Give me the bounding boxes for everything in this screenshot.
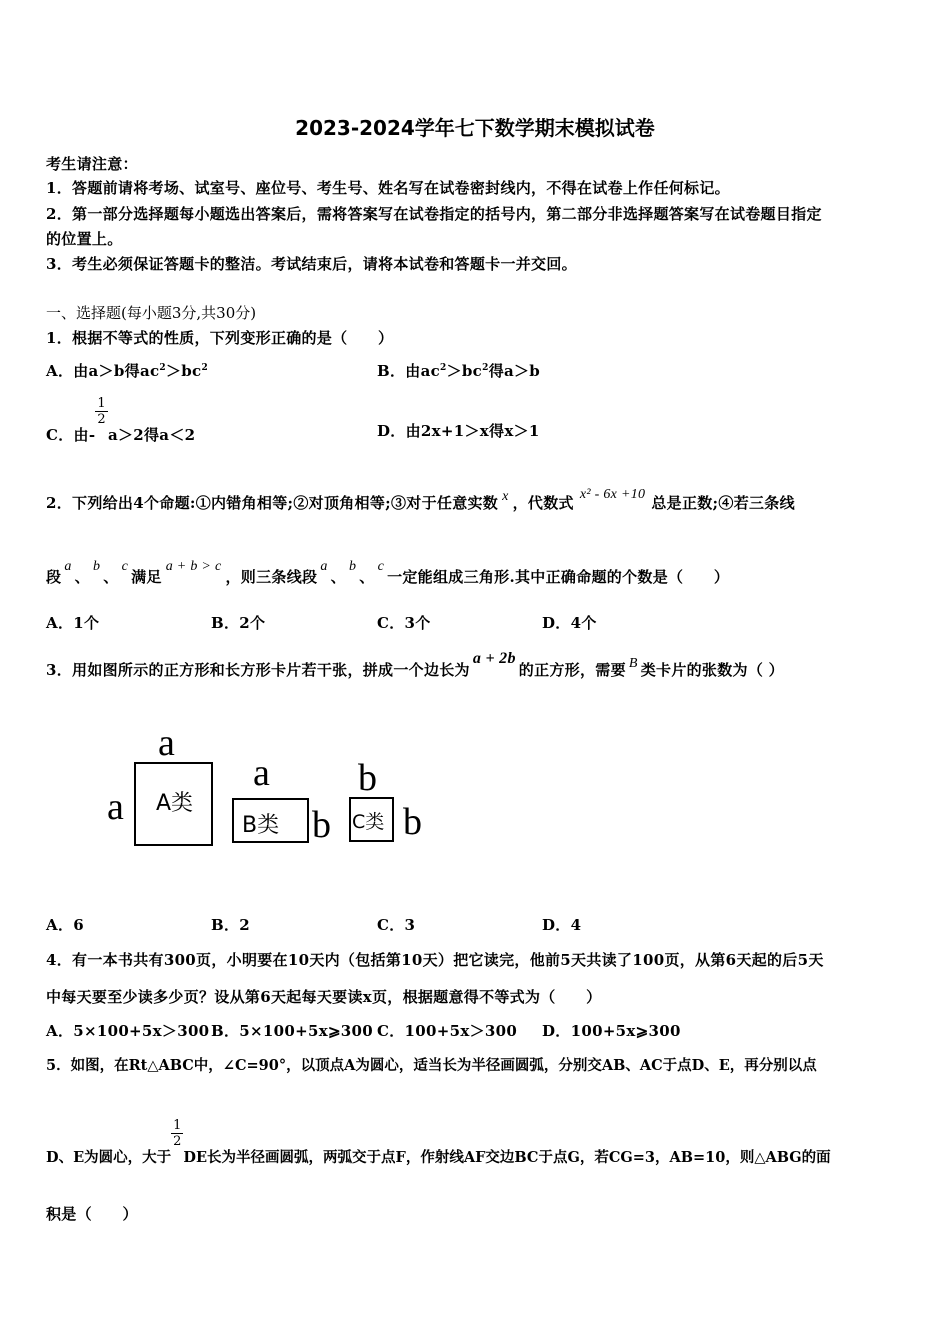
question-5-line3: 积是（ ） — [46, 1205, 138, 1223]
card-a-top-label: a — [158, 722, 175, 764]
question-4-line2: 中每天要至少读多少页？设从第6天起每天要读x页，根据题意得不等式为（ ） — [46, 988, 602, 1006]
q3-option-d: D．4 — [542, 916, 582, 934]
question-4-line1: 4．有一本书共有300页，小明要在10天内（包括第10天）把它读完，他前5天共读了100页，从第6天起的后5天 — [46, 951, 824, 969]
question-2-line2: 段a、b、c满足a + b > c，则三条线段a、b、c一定能组成三角形.其中正确命题的个数是（ ） — [46, 559, 730, 586]
card-a: A类 — [134, 762, 213, 846]
q1-option-d: D．由2x+1＞x得x＞1 — [377, 422, 540, 440]
q2-option-d: D．4个 — [542, 614, 597, 632]
card-c-top-label: b — [358, 757, 377, 799]
q1-option-a: A．由a＞b得$ac^2>bc^2$ — [46, 362, 209, 380]
notice-item: 的位置上。 — [46, 230, 123, 248]
q4-option-a: A．5×100+5x＞300 — [46, 1022, 210, 1040]
q3-option-a: A．6 — [46, 916, 84, 934]
q2-option-c: C．3个 — [377, 614, 431, 632]
question-3-stem: 3．用如图所示的正方形和长方形卡片若干张，拼成一个边长为a + 2b的正方形，需要 B 类卡片的张数为（ ） — [46, 650, 784, 679]
q2-option-a: A．1个 — [46, 614, 100, 632]
notice-item: 3．考生必须保证答题卡的整洁。考试结束后，请将本试卷和答题卡一并交回。 — [46, 255, 577, 273]
fraction: $\frac{1}{2}$ — [173, 1118, 182, 1149]
question-5-line1: 5．如图，在Rt△ABC中，∠C=90°，以顶点A为圆心，适当长为半径画圆弧，分别交AB、AC于点D、E，再分别以点 — [46, 1057, 817, 1074]
question-1-stem: 1．根据不等式的性质，下列变形正确的是（ ） — [46, 329, 394, 347]
card-b: B类 — [232, 798, 309, 843]
q3-option-b: B．2 — [211, 916, 251, 934]
question-5-line2: D、E为圆心，大于 $\frac{1}{2}$ DE长为半径画圆弧，两弧交于点F，作射线AF交边BC于点G，若CG=3，AB=10，则△ABG的面 — [46, 1118, 831, 1166]
fraction: $\frac{1}{2}$ — [97, 396, 106, 427]
card-b-top-label: a — [253, 752, 270, 794]
notice-item: 2．第一部分选择题每小题选出答案后，需将答案写在试卷指定的括号内，第二部分非选择题答案写在试卷题目指定 — [46, 205, 822, 223]
card-a-left-label: a — [107, 786, 124, 828]
card-c: C类 — [349, 797, 394, 842]
card-b-right-label: b — [312, 804, 331, 846]
notice-item: 1．答题前请将考场、试室号、座位号、考生号、姓名写在试卷密封线内，不得在试卷上作任何标记。 — [46, 179, 730, 197]
q4-option-d: D．100+5x⩾300 — [542, 1022, 681, 1040]
notice-heading: 考生请注意： — [46, 155, 138, 173]
q4-option-c: C．100+5x＞300 — [377, 1022, 518, 1040]
card-c-right-label: b — [403, 801, 422, 843]
q1-option-b: B．由$ac^2>bc^2$得a＞b — [377, 362, 541, 380]
section-heading: 一、选择题(每小题3分,共30分) — [46, 304, 257, 322]
q2-option-b: B．2个 — [211, 614, 266, 632]
q1-option-c: C．由- $\frac{1}{2}$ a＞2得a＜2 — [46, 396, 196, 444]
page-title: 2023-2024学年七下数学期末模拟试卷 — [295, 116, 655, 140]
q4-option-b: B．5×100+5x⩾300 — [211, 1022, 374, 1040]
question-2-line1: 2．下列给出4个命题:①内错角相等;②对顶角相等;③对于任意实数 x ，代数式 x² - 6x +10 总是正数;④若三条线 — [46, 487, 795, 512]
q3-option-c: C．3 — [377, 916, 416, 934]
